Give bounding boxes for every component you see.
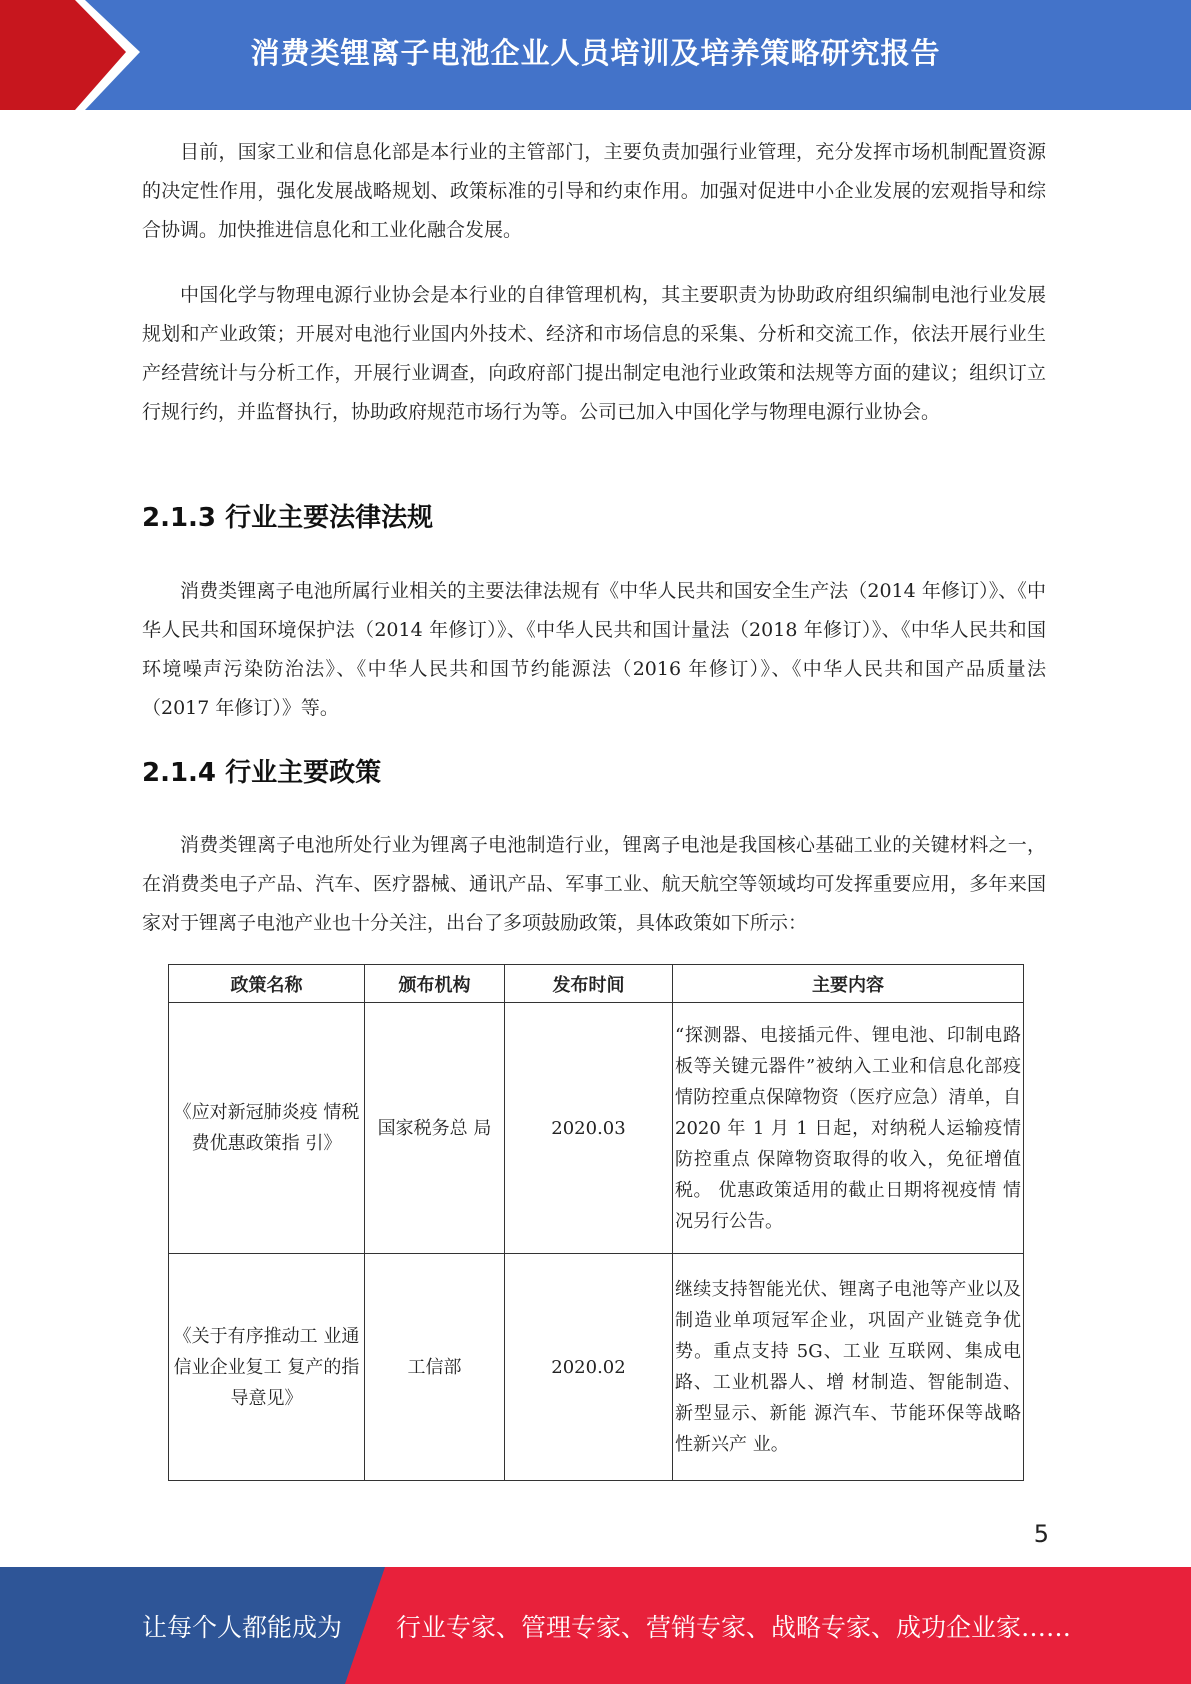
footer-slogan-left: 让每个人都能成为	[142, 1612, 343, 1642]
date-cell: 2020.02	[505, 1254, 673, 1481]
paragraph-laws: 消费类锂离子电池所属行业相关的主要法律法规有《中华人民共和国安全生产法（2014 年修订）》、《中华人民共和国环境保护法（2014 年修订）》、《中华人民共和国计量法（2018 年修订）》、《中华人民共和国环境噪声污染防治法》、《中华人民共和国节约能源法（2016 年修订）》、《中华人民共和国产品质量法（2017 年修订）》等。	[142, 580, 1046, 719]
report-title: 消费类锂离子电池企业人员培训及培养策略研究报告	[250, 35, 941, 70]
header-arrow-decoration	[0, 0, 160, 110]
page-footer	[0, 1567, 1191, 1684]
policy-name-cell: 《关于有序推动工 业通信业企业复工 复产的指导意见》	[169, 1254, 365, 1481]
footer-slogan-right: 行业专家、管理专家、营销专家、战略专家、成功企业家……	[396, 1612, 1072, 1642]
paragraph-policies: 消费类锂离子电池所处行业为锂离子电池制造行业，锂离子电池是我国核心基础工业的关键材料之一，在消费类电子产品、汽车、医疗器械、通讯产品、军事工业、航天航空等领域均可发挥重要应用，多年来国家对于锂离子电池产业也十分关注，出台了多项鼓励政策，具体政策如下所示：	[142, 834, 1046, 934]
table-header-row	[169, 965, 1024, 1003]
section-heading-laws: 2.1.3 行业主要法律法规	[142, 503, 434, 533]
agency-cell: 国家税务总 局	[365, 1003, 505, 1254]
policy-table	[168, 964, 1024, 1481]
table-row	[169, 1003, 1024, 1254]
column-header-content: 主要内容	[673, 965, 1024, 1003]
content-cell: “探测器、电接插元件、锂电池、印制电路板等关键元器件”被纳入工业和信息化部疫情防控重点保障物资（医疗应急）清单，自 2020 年 1 月 1 日起，对纳税人运输疫情防控重点 保障物资取得的收入，免征增值税。 优惠政策适用的截止日期将视疫情 情况另行公告。	[673, 1003, 1024, 1254]
page-number: 5	[1033, 1520, 1049, 1548]
column-header-agency: 颁布机构	[365, 965, 505, 1003]
agency-cell: 工信部	[365, 1254, 505, 1481]
table-row	[169, 1254, 1024, 1481]
section-heading-policies: 2.1.4 行业主要政策	[142, 758, 382, 788]
date-cell: 2020.03	[505, 1003, 673, 1254]
column-header-policy-name: 政策名称	[169, 965, 365, 1003]
paragraph-ministry: 目前，国家工业和信息化部是本行业的主管部门，主要负责加强行业管理，充分发挥市场机制配置资源的决定性作用，强化发展战略规划、政策标准的引导和约束作用。加强对促进中小企业发展的宏观指导和综合协调。加快推进信息化和工业化融合发展。	[142, 141, 1046, 241]
content-cell: 继续支持智能光伏、锂离子电池等产业以及制造业单项冠军企业，巩固产业链竞争优势。重点支持 5G、工业 互联网、集成电路、工业机器人、增 材制造、智能制造、新型显示、新能 源汽车、节能环保等战略性新兴产 业。	[673, 1254, 1024, 1481]
paragraph-association: 中国化学与物理电源行业协会是本行业的自律管理机构，其主要职责为协助政府组织编制电池行业发展规划和产业政策；开展对电池行业国内外技术、经济和市场信息的采集、分析和交流工作，依法开展行业生产经营统计与分析工作，开展行业调查，向政府部门提出制定电池行业政策和法规等方面的建议；组织订立行规行约，并监督执行，协助政府规范市场行为等。公司已加入中国化学与物理电源行业协会。	[142, 284, 1046, 423]
column-header-date: 发布时间	[505, 965, 673, 1003]
page-header	[0, 0, 1191, 110]
policy-name-cell: 《应对新冠肺炎疫 情税费优惠政策指 引》	[169, 1003, 365, 1254]
